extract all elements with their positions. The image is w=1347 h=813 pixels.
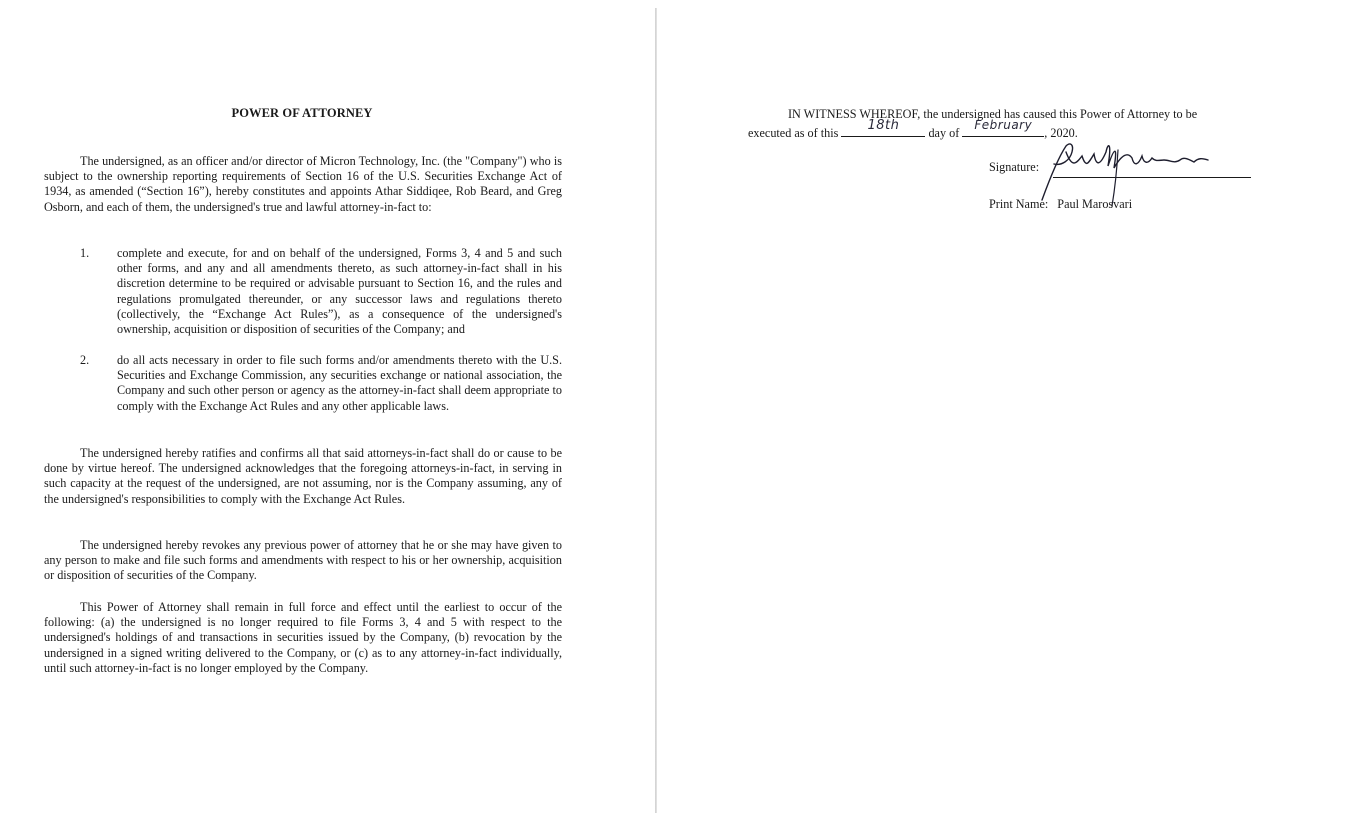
page-divider <box>655 8 657 813</box>
day-blank <box>841 118 925 137</box>
month-blank <box>962 118 1044 137</box>
witness-prefix: executed as of this <box>748 126 839 141</box>
witness-clause <box>748 107 1266 141</box>
signature-label: Signature: <box>989 160 1040 174</box>
print-name-row <box>989 197 1132 212</box>
right-page <box>660 0 1347 813</box>
revoke-paragraph: The undersigned hereby revokes any previous power of attorney that he or she may have given to any person to make and file such forms and amendments with respect to his or her ownership, acquisition or disposition of securities of the Company. <box>44 538 562 583</box>
year-suffix: , 2020. <box>1044 126 1078 141</box>
day-of-label: day of <box>928 126 960 141</box>
list-item-text: complete and execute, for and on behalf of the undersigned, Forms 3, 4 and 5 and such other forms, and any and all amendments thereto, as such attorney-in-fact shall in his discretion determine to be required or advisable pursuant to Section 16, and the rules and regulations promulgated thereunder, or any successor laws and regulations thereto (collectively, the “Exchange Act Rules”), as a consequence of the undersigned's ownership, acquisition or disposition of securities of the Company; and <box>117 246 562 337</box>
print-name-value: Paul Marosvari <box>1057 197 1133 211</box>
document-title: POWER OF ATTORNEY <box>231 106 373 120</box>
print-name-label: Print Name: <box>989 197 1049 211</box>
list-item-number: 2. <box>80 353 90 367</box>
left-page <box>0 0 650 813</box>
list-item-text: do all acts necessary in order to file such forms and/or amendments thereto with the U.S. Securities and Exchange Commission, any securities exchange or national association, the Company and such other person or agency as the attorney-in-fact shall deem appropriate to comply with the Exchange Act Rules and any other applicable laws. <box>117 353 562 413</box>
handwritten-day: 18th <box>867 118 900 134</box>
term-paragraph: This Power of Attorney shall remain in full force and effect until the earliest to occur of the following: (a) the undersigned is no longer required to file Forms 3, 4 and 5 with respect to the undersigned's holdings of and transactions in securities issued by the Company, (b) revocation by the undersigned in a signed writing delivered to the Company, or (c) as to any attorney-in-fact individually, until such attorney-in-fact is no longer employed by the Company. <box>44 600 562 675</box>
witness-line: IN WITNESS WHEREOF, the undersigned has caused this Power of Attorney to be <box>788 107 1198 121</box>
list-item-number: 1. <box>80 246 90 260</box>
intro-paragraph: The undersigned, as an officer and/or director of Micron Technology, Inc. (the "Company") who is subject to the ownership reporting requirements of Section 16 of the U.S. Securities Exchange Act of 1934, as amended (“Section 16”), hereby constitutes and appoints Athar Siddiqee, Rob Beard, and Greg Osborn, and each of them, the undersigned's true and lawful attorney-in-fact to: <box>44 154 562 214</box>
ratify-paragraph: The undersigned hereby ratifies and confirms all that said attorneys-in-fact shall do or cause to be done by virtue hereof. The undersigned acknowledges that the foregoing attorneys-in-fact, in serving in such capacity at the request of the undersigned, are not assuming, nor is the Company assuming, any of the undersigned's responsibilities to comply with the Exchange Act Rules. <box>44 446 562 506</box>
handwritten-month: February <box>974 118 1033 133</box>
